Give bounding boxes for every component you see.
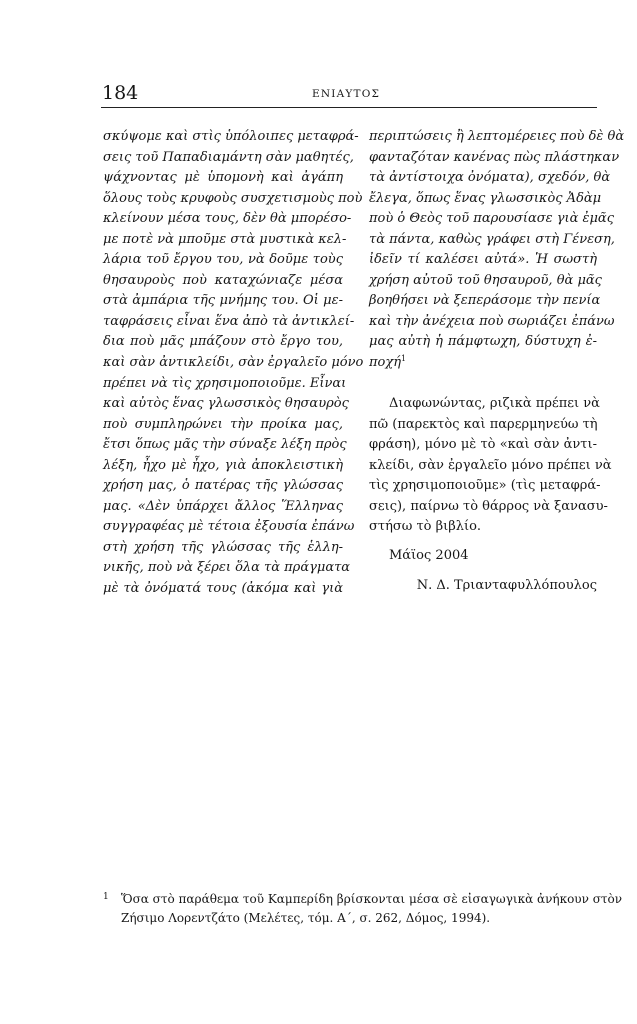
text-line: μας αὐτὴ ἡ πάμφτωχη, δύστυχη ἐ- — [369, 334, 597, 350]
text-line: ποὺ συμπληρώνει τὴν προίκα μας, — [103, 416, 343, 432]
text-line: λέξη, ἦχο μὲ ἦχο, γιὰ ἀποκλειστικὴ — [103, 457, 343, 473]
text-line: θησαυροὺς ποὺ καταχώνιαζε μέσα — [103, 272, 343, 288]
text-line: ἰδεῖν τί καλέσει αὐτά». Ἡ σωστὴ — [369, 252, 597, 268]
footnote-reference: 1 — [401, 354, 407, 364]
signature: Ν. Δ. Τριανταφυλλόπουλος — [416, 578, 597, 594]
text-line: καὶ τὴν ἀνέχεια ποὺ σωριάζει ἐπάνω — [369, 313, 615, 329]
text-line: νικῆς, ποὺ νὰ ξέρει ὅλα τὰ πράγματα — [103, 560, 351, 576]
text-line: μὲ τὰ ὀνόματά τους (ἀκόμα καὶ γιὰ — [103, 581, 343, 597]
date: Μάϊος 2004 — [389, 547, 469, 563]
text-line: στήσω τὸ βιβλίο. — [369, 519, 482, 535]
text-line: καὶ αὐτὸς ἕνας γλωσσικὸς θησαυρὸς — [103, 396, 349, 412]
text-line: ποὺ ὁ Θεὸς τοῦ παρουσίασε γιὰ ἐμᾶς — [369, 211, 614, 227]
text-line: λάρια τοῦ ἔργου του, νὰ δοῦμε τοὺς — [103, 252, 343, 268]
text-line: καὶ σὰν ἀντικλείδι, σὰν ἐργαλεῖο μόνο — [103, 355, 364, 371]
text-line: σεις τοῦ Παπαδιαμάντη σὰν μαθητές, — [103, 149, 354, 165]
text-line: στὰ ἀμπάρια τῆς μνήμης του. Οἱ με- — [103, 293, 343, 309]
text-line: βοηθήσει νὰ ξεπεράσομε τὴν πενία — [369, 293, 601, 309]
text-line: σκύψομε καὶ στὶς ὑπόλοιπες μεταφρά- — [103, 129, 359, 144]
text-line: ἔλεγα, ὅπως ἕνας γλωσσικὸς Ἀδὰμ — [369, 190, 602, 206]
text-fragment: ποχή — [369, 355, 402, 371]
footnote-line: Ζήσιμο Λορεντζάτο (Μελέτες, τόμ. Α΄, σ. 262, Δόμος, 1994). — [121, 911, 491, 925]
footnote-line: Ὅσα στὸ παράθεμα τοῦ Καμπερίδη βρίσκονται μέσα σὲ εἰσαγωγικὰ ἀνήκουν στὸν — [121, 892, 623, 906]
text-line: κλείδι, σὰν ἐργαλεῖο μόνο πρέπει νὰ — [369, 457, 612, 473]
right-column — [369, 127, 625, 597]
text-line: ὅλους τοὺς κρυφοὺς συσχετισμοὺς ποὺ — [103, 190, 363, 206]
text-line: τὶς χρησιμοποιοῦμε» (τὶς μεταφρά- — [369, 478, 601, 494]
text-line: πρέπει νὰ τὶς χρησιμοποιοῦμε. Εἶναι — [103, 375, 347, 391]
text-line: ψάχνοντας μὲ ὑπομονὴ καὶ ἀγάπη — [103, 170, 343, 186]
text-line: φανταζόταν κανένας πὼς πλάστηκαν — [369, 149, 620, 165]
text-line: στὴ χρήση τῆς γλώσσας τῆς ἑλλη- — [103, 539, 343, 555]
footnote-marker: 1 — [103, 892, 109, 902]
text-line: Διαφωνώντας, ριζικὰ πρέπει νὰ — [389, 396, 600, 412]
text-line: περιπτώσεις ἢ λεπτομέρειες ποὺ δὲ θὰ — [369, 129, 625, 144]
text-line: ταφράσεις εἶναι ἕνα ἀπὸ τὰ ἀντικλεί- — [103, 313, 355, 329]
text-line: φράση), μόνο μὲ τὸ «καὶ σὰν ἀντι- — [369, 437, 597, 453]
header-rule — [101, 107, 597, 108]
footnote — [103, 890, 623, 928]
text-line: ἔτσι ὅπως μᾶς τὴν σύναξε λέξη πρὸς — [103, 437, 347, 453]
text-line: κλείνουν μέσα τους, δὲν θὰ μπορέσο- — [103, 211, 352, 227]
spacer — [369, 374, 597, 395]
text-line: πῶ (παρεκτὸς καὶ παρερμηνεύω τὴ — [369, 416, 598, 432]
page-number: 184 — [102, 82, 139, 104]
text-line: χρήση αὐτοῦ τοῦ θησαυροῦ, θὰ μᾶς — [369, 272, 602, 288]
text-line: χρήση μας, ὁ πατέρας τῆς γλώσσας — [103, 478, 343, 494]
text-line: συγγραφέας μὲ τέτοια ἐξουσία ἐπάνω — [103, 519, 355, 535]
running-head: ΕΝΙΑΥΤΟΣ — [312, 88, 381, 100]
text-line: μας. «Δὲν ὑπάρχει ἄλλος Ἕλληνας — [103, 498, 343, 514]
text-line: τὰ πάντα, καθὼς γράφει στὴ Γένεση, — [369, 231, 615, 247]
left-column — [103, 127, 364, 600]
text-line: δια ποὺ μᾶς μπάζουν στὸ ἔργο του, — [103, 334, 343, 350]
text-line-last — [369, 353, 597, 374]
text-line: με ποτὲ νὰ μποῦμε στὰ μυστικὰ κελ- — [103, 231, 347, 247]
text-line: σεις), παίρνω τὸ θάρρος νὰ ξανασυ- — [369, 498, 608, 514]
text-line: τὰ ἀντίστοιχα ὀνόματα), σχεδόν, θὰ — [369, 170, 611, 186]
